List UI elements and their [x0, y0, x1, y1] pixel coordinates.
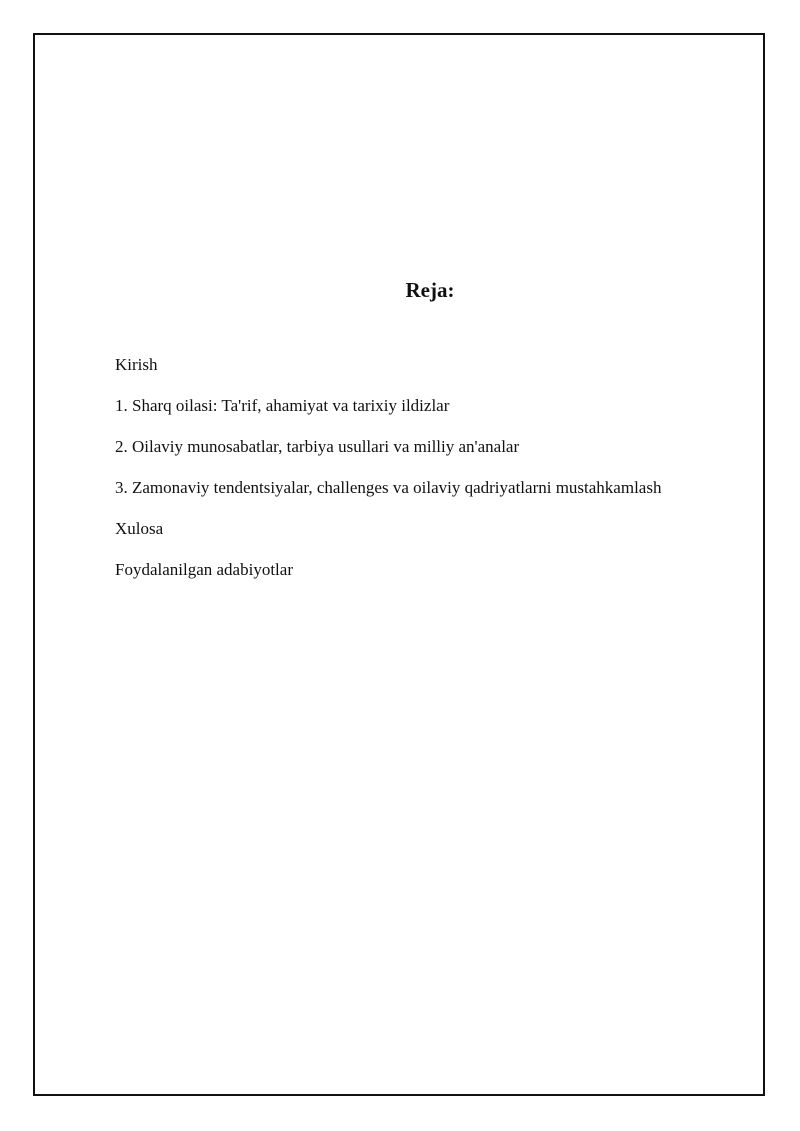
- page-title: Reja:: [405, 278, 455, 302]
- list-item: 3. Zamonaviy tendentsiyalar, challenges va oilaviy qadriyatlarni mustahkamlash: [115, 478, 662, 497]
- list-item: Kirish: [115, 355, 158, 374]
- list-item: Xulosa: [115, 519, 164, 538]
- list-item: 1. Sharq oilasi: Ta'rif, ahamiyat va tarixiy ildizlar: [115, 396, 450, 415]
- list-item: Foydalanilgan adabiyotlar: [115, 560, 293, 579]
- table-of-contents: [115, 352, 661, 598]
- list-item: 2. Oilaviy munosabatlar, tarbiya usullari va milliy an'analar: [115, 437, 520, 456]
